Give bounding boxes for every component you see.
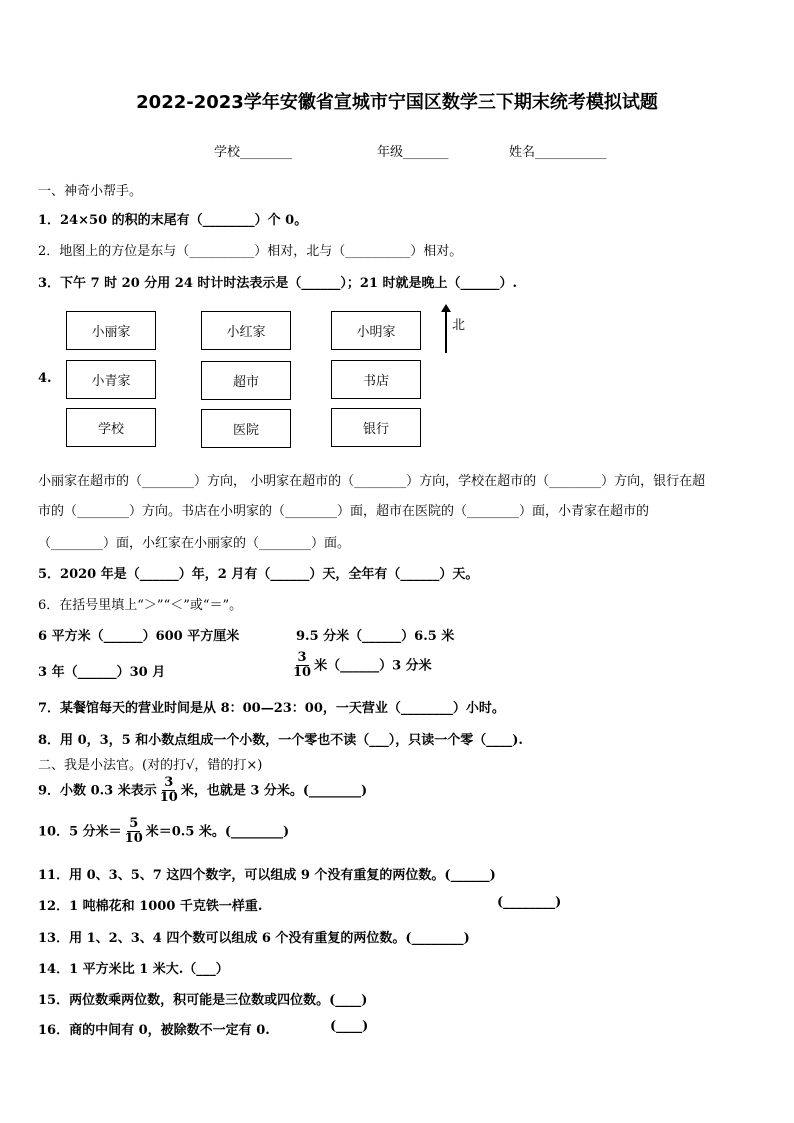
map-box-bookstore: 书店 bbox=[331, 360, 421, 399]
map-box-xiaoqing-home: 小青家 bbox=[66, 360, 156, 399]
question-3: 3．下午 7 时 20 分用 24 时计时法表示是（______）；21 时就是晚上（______）. bbox=[38, 276, 518, 291]
fraction: $\frac{3}{10}$ bbox=[293, 650, 312, 681]
question-14: 14．1 平方米比 1 米大.（___） bbox=[38, 962, 229, 977]
question-13: 13．用 1、2、3、4 四个数可以组成 6 个没有重复的两位数。(________) bbox=[38, 931, 470, 946]
question-4-line-2: 市的（________）方向。书店在小明家的（________）面，超市在医院的（________）面，小青家在超市的 bbox=[38, 504, 650, 519]
question-6-c: 3 年（______）30 月 bbox=[38, 665, 166, 680]
question-6-stem: 6．在括号里填上“＞”“＜”或“＝”。 bbox=[38, 598, 243, 613]
map-box-supermarket: 超市 bbox=[201, 361, 291, 400]
question-4-line-3: （________）面，小红家在小丽家的（________）面。 bbox=[38, 536, 351, 551]
question-11: 11．用 0、3、5、7 这四个数字，可以组成 9 个没有重复的两位数。(______) bbox=[38, 868, 496, 883]
question-6-b: 9.5 分米（______）6.5 米 bbox=[296, 629, 455, 644]
question-8: 8．用 0，3，5 和小数点组成一个小数，一个零也不读（___），只读一个零（____). bbox=[38, 733, 523, 748]
grade-field: 年级_______ bbox=[377, 145, 449, 160]
map-box-xiaohong-home: 小红家 bbox=[201, 311, 291, 350]
page-title: 2022-2023学年安徽省宣城市宁国区数学三下期末统考模拟试题 bbox=[136, 92, 658, 113]
question-16: 16．商的中间有 0，被除数不一定有 0. bbox=[38, 1023, 270, 1038]
section-heading-1: 一、神奇小帮手。 bbox=[38, 184, 143, 199]
question-10: 10．5 分米＝ $\frac{5}{10}$ 米＝0.5 米。(________) bbox=[38, 816, 290, 847]
north-arrow-icon bbox=[445, 310, 447, 353]
map-box-hospital: 医院 bbox=[201, 409, 291, 448]
map-box-xiaoming-home: 小明家 bbox=[331, 311, 421, 350]
question-2: 2．地图上的方位是东与（__________）相对，北与（__________）相对。 bbox=[38, 244, 463, 259]
name-field: 姓名___________ bbox=[509, 145, 607, 160]
question-4-line-1: 小丽家在超市的（________）方向， 小明家在超市的（________）方向，学校在超市的（________）方向，银行在超 bbox=[38, 474, 706, 489]
question-6-a: 6 平方米（______）600 平方厘米 bbox=[38, 629, 240, 644]
section-heading-2: 二、我是小法官。(对的打√，错的打×) bbox=[38, 758, 263, 773]
school-field: 学校________ bbox=[214, 145, 293, 160]
question-12-blank: (________) bbox=[497, 895, 562, 910]
question-5: 5．2020 年是（______）年，2 月有（______）天，全年有（______）天。 bbox=[38, 567, 479, 582]
map-box-school: 学校 bbox=[66, 408, 156, 447]
north-label: 北 bbox=[452, 318, 466, 333]
question-16-blank: (____) bbox=[330, 1019, 369, 1034]
fraction: $\frac{3}{10}$ bbox=[159, 775, 178, 806]
map-box-xiaoli-home: 小丽家 bbox=[66, 311, 156, 350]
question-4-number: 4. bbox=[38, 371, 52, 386]
question-15: 15．两位数乘两位数，积可能是三位数或四位数。(____) bbox=[38, 993, 368, 1008]
question-7: 7．某餐馆每天的营业时间是从 8：00—23：00，一天营业（________）小时。 bbox=[38, 701, 505, 716]
question-12: 12．1 吨棉花和 1000 千克铁一样重. bbox=[38, 899, 263, 914]
map-box-bank: 银行 bbox=[331, 408, 421, 447]
question-1: 1．24×50 的积的末尾有（________）个 0。 bbox=[38, 213, 308, 228]
question-9: 9．小数 0.3 米表示 $\frac{3}{10}$ 米，也就是 3 分米。(________) bbox=[38, 775, 368, 806]
question-6-d: $\frac{3}{10}$ 米（______）3 分米 bbox=[293, 650, 432, 681]
fraction: $\frac{5}{10}$ bbox=[124, 816, 143, 847]
